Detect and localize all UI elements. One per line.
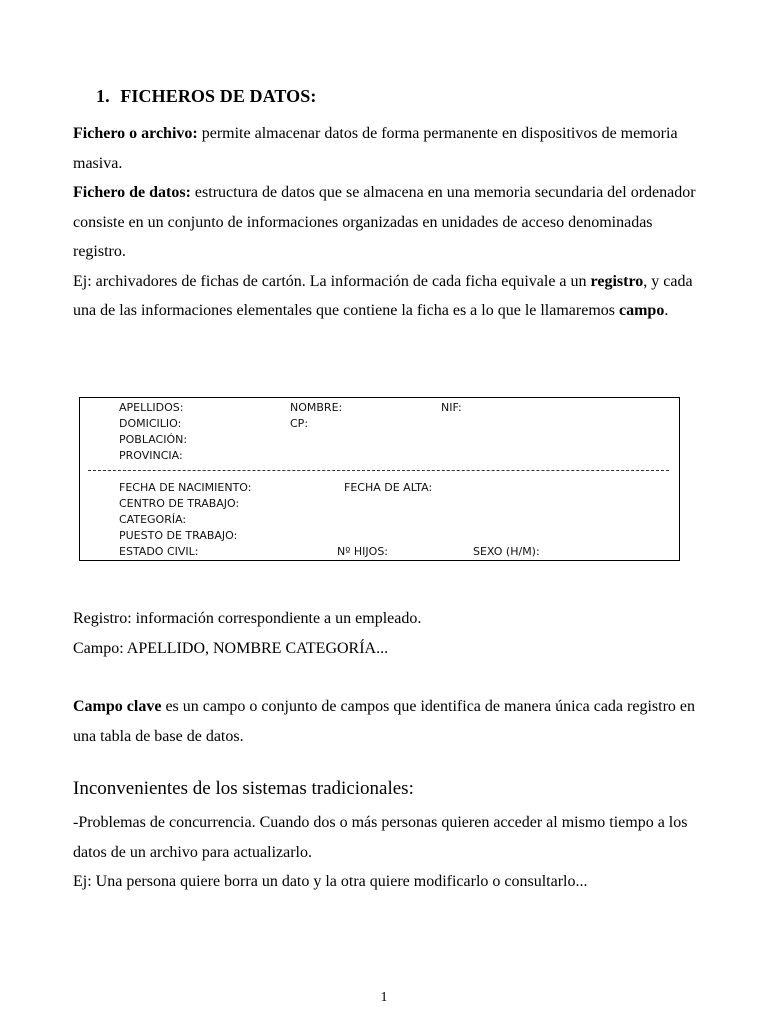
form-label-sexo: SEXO (H/M): xyxy=(473,545,540,558)
term-registro: registro xyxy=(590,272,644,290)
campo-clave-text: es un campo o conjunto de campos que identifica de manera única cada registro en una tabla de base de datos. xyxy=(73,698,696,745)
form-label-hijos: Nº HIJOS: xyxy=(337,545,389,558)
form-label-categoria: CATEGORÍA: xyxy=(119,513,187,526)
form-label-fecha-alta: FECHA DE ALTA: xyxy=(344,481,433,494)
inconvenientes-paragraph xyxy=(73,808,703,897)
example-text: , y cada una de las informaciones elementales que contiene la ficha es a lo que le llamaremos xyxy=(73,272,693,319)
form-label-nombre: NOMBRE: xyxy=(290,401,343,414)
campo-clave-paragraph xyxy=(73,692,703,751)
form-label-puesto-trabajo: PUESTO DE TRABAJO: xyxy=(119,529,238,542)
definitions-paragraph xyxy=(73,119,703,326)
form-divider xyxy=(88,470,669,471)
form-label-provincia: PROVINCIA: xyxy=(119,449,183,462)
concurrency-problem-line: -Problemas de concurrencia. Cuando dos o más personas quieren acceder al mismo tiempo a los datos de un archivo para actualizarlo. xyxy=(73,814,688,861)
form-label-estado-civil: ESTADO CIVIL: xyxy=(119,545,199,558)
form-label-poblacion: POBLACIÓN: xyxy=(119,433,188,446)
registro-line: Registro: información correspondiente a un empleado. xyxy=(73,610,422,627)
definition-fichero-archivo xyxy=(73,119,703,178)
example-text: . xyxy=(664,302,669,319)
registro-campo-paragraph xyxy=(73,604,703,663)
definition-text: estructura de datos que se almacena en una memoria secundaria del ordenador consiste en un conjunto de informaciones organizadas en unidades de acceso denominadas registro. xyxy=(73,184,696,260)
form-label-centro-trabajo: CENTRO DE TRABAJO: xyxy=(119,497,240,510)
form-label-nif: NIF: xyxy=(441,401,462,414)
inconvenientes-heading: Inconvenientes de los sistemas tradicionales: xyxy=(73,778,414,799)
section-title: FICHEROS DE DATOS: xyxy=(120,86,317,106)
form-label-domicilio: DOMICILIO: xyxy=(119,417,182,430)
employee-record-form-image xyxy=(79,397,680,561)
form-label-apellidos: APELLIDOS: xyxy=(119,401,184,414)
term-fichero-datos: Fichero de datos: xyxy=(73,184,191,201)
definition-text: permite almacenar datos de forma permanente en dispositivos de memoria masiva. xyxy=(73,125,678,172)
campo-line: Campo: APELLIDO, NOMBRE CATEGORÍA... xyxy=(73,639,389,657)
form-label-cp: CP: xyxy=(290,417,309,430)
concurrency-example-line: Ej: Una persona quiere borra un dato y la otra quiere modificarlo o consultarlo... xyxy=(73,873,588,890)
page-number: 1 xyxy=(380,990,388,1005)
definition-fichero-datos xyxy=(73,178,703,267)
example-paragraph xyxy=(73,267,703,326)
section-number: 1. xyxy=(96,86,110,106)
section-heading xyxy=(96,86,316,107)
term-fichero-archivo: Fichero o archivo: xyxy=(73,125,198,142)
term-campo-clave: Campo clave xyxy=(73,698,162,715)
term-campo: campo xyxy=(619,302,665,319)
example-text: Ej: archivadores de fichas de cartón. La información de cada ficha equivale a un xyxy=(73,272,591,290)
form-label-fecha-nacimiento: FECHA DE NACIMIENTO: xyxy=(119,481,252,494)
